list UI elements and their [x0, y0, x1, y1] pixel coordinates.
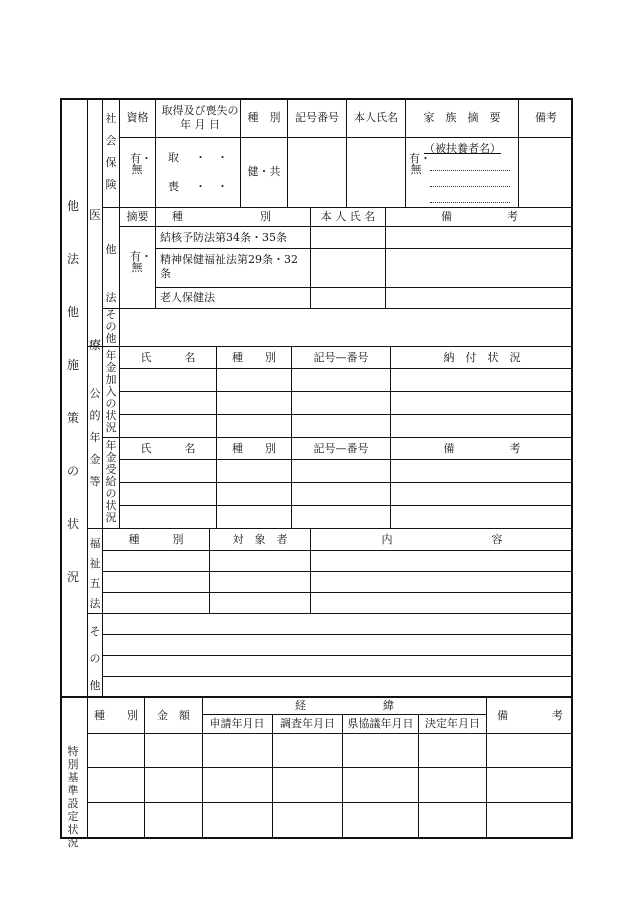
kanyu-header-kigo: 記号—番号 — [313, 351, 369, 364]
pension-label: 公的年金等 — [89, 387, 101, 488]
special-row2 — [87, 802, 573, 803]
jukyu-header-shubetsu: 種 別 — [232, 442, 276, 455]
soshitsu-label: 喪 — [168, 180, 179, 193]
kanyu-header-shubetsu: 種 別 — [232, 351, 276, 364]
jukyu-header-kigo: 記号—番号 — [313, 442, 369, 455]
special-row1 — [87, 767, 573, 768]
kanyu-bottom-line — [102, 437, 573, 438]
bottom-section-divider — [60, 696, 573, 698]
special-header-line — [87, 733, 573, 734]
shutoku-label: 取 — [168, 151, 179, 164]
medical-sonota-label: その他 — [105, 308, 117, 345]
welfare-row0 — [102, 550, 573, 551]
side-bottom-label: 特別基準設定状況 — [67, 745, 79, 849]
header-kigo: 記号番号 — [295, 111, 339, 124]
shikaku-ari-nashi[interactable]: 有・無 — [130, 152, 152, 176]
pension-bottom-line — [87, 528, 573, 529]
tahou-header-line — [119, 226, 573, 227]
other-label: その他 — [89, 625, 101, 692]
tahou-row1-line — [155, 248, 573, 249]
tahou-header-tekiyo: 摘要 — [126, 210, 149, 223]
tahou-header-honnin: 本 人 氏 名 — [320, 210, 376, 223]
special-header-keii: 経 緯 — [295, 699, 394, 712]
welfare-header-taisho: 対 象 者 — [232, 533, 288, 546]
jukyu-header-biko: 備 考 — [443, 442, 521, 455]
special-keii-kenkyogi: 県協議年月日 — [347, 717, 414, 730]
kanyu-label: 年金加入の状況 — [105, 349, 117, 434]
soshitsu-date[interactable]: ・ ・ — [195, 180, 228, 193]
category-column-divider — [102, 98, 103, 696]
other-row3 — [102, 676, 573, 677]
tahou-header-shubetsu: 種 別 — [172, 210, 271, 223]
hifuyo-label: （被扶養者名） — [424, 142, 501, 155]
kanyu-header-nofu: 納 付 状 況 — [443, 351, 521, 364]
medical-bottom-line — [87, 346, 573, 347]
side-main-label: 他法他施策の状況 — [66, 199, 79, 584]
family-name-line-3[interactable] — [430, 202, 510, 203]
tahou-row-3: 老人保健法 — [160, 291, 215, 304]
header-kazoku: 家 族 摘 要 — [423, 111, 501, 124]
tahou-bottom-line — [102, 308, 573, 309]
family-name-line-2[interactable] — [430, 186, 510, 187]
kanyu-row1 — [119, 368, 573, 369]
jukyu-header-name: 氏 名 — [140, 442, 196, 455]
jukyu-row3 — [119, 505, 573, 506]
jukyu-row1 — [119, 459, 573, 460]
kenkyo-option[interactable]: 健・共 — [247, 165, 281, 178]
jukyu-row2 — [119, 482, 573, 483]
special-keii-kettei: 決定年月日 — [425, 717, 480, 730]
header-shubetsu: 種 別 — [247, 111, 281, 124]
special-header-kingaku: 金 額 — [157, 709, 190, 722]
welfare-row1 — [102, 571, 573, 572]
tahou-header-biko: 備 考 — [441, 210, 518, 223]
tahou-ari-nashi[interactable]: 有・無 — [130, 250, 152, 274]
special-keii-shinsei: 申請年月日 — [209, 717, 265, 730]
shakai-col1 — [155, 98, 156, 208]
kanyu-header-name: 氏 名 — [140, 351, 196, 364]
welfare-header-naiyo: 内 容 — [381, 533, 503, 546]
special-header-biko: 備 考 — [497, 709, 563, 722]
other-row1 — [102, 634, 573, 635]
family-ari-nashi[interactable]: 有・無 — [409, 152, 431, 176]
kanyu-row2 — [119, 391, 573, 392]
header-shikaku: 資格 — [126, 111, 149, 124]
shakai-hoken-label: 社会保険 — [105, 112, 117, 191]
header-shutoku: 取得及び喪失の 年 月 日 — [161, 104, 239, 131]
shutoku-date[interactable]: ・ ・ — [195, 151, 228, 164]
special-header-shubetsu: 種 別 — [94, 709, 138, 722]
tahou-row-1: 結核予防法第34条・35条 — [160, 231, 287, 244]
special-keii-chosa: 調査年月日 — [280, 717, 335, 730]
other-row2 — [102, 655, 573, 656]
special-keii-subline — [202, 714, 486, 715]
header-biko: 備考 — [535, 111, 557, 124]
tahou-label: 他法 — [105, 243, 117, 304]
shakai-bottom-line — [102, 207, 573, 208]
welfare-header-shubetsu: 種 別 — [128, 533, 184, 546]
header-honnin: 本人氏名 — [354, 111, 398, 124]
family-name-line-1[interactable] — [430, 170, 510, 171]
tahou-row2-line — [155, 287, 573, 288]
medical-label: 医療 — [88, 208, 101, 352]
kanyu-row3 — [119, 414, 573, 415]
welfare-label: 福祉五法 — [89, 537, 101, 610]
jukyu-label: 年金受給の状況 — [105, 439, 117, 524]
tahou-tekiyo-divider — [155, 207, 156, 308]
welfare-row2 — [102, 592, 573, 593]
welfare-bottom-line — [87, 613, 573, 614]
tahou-row-2: 精神保健福祉法第29条・32条 — [160, 253, 298, 280]
